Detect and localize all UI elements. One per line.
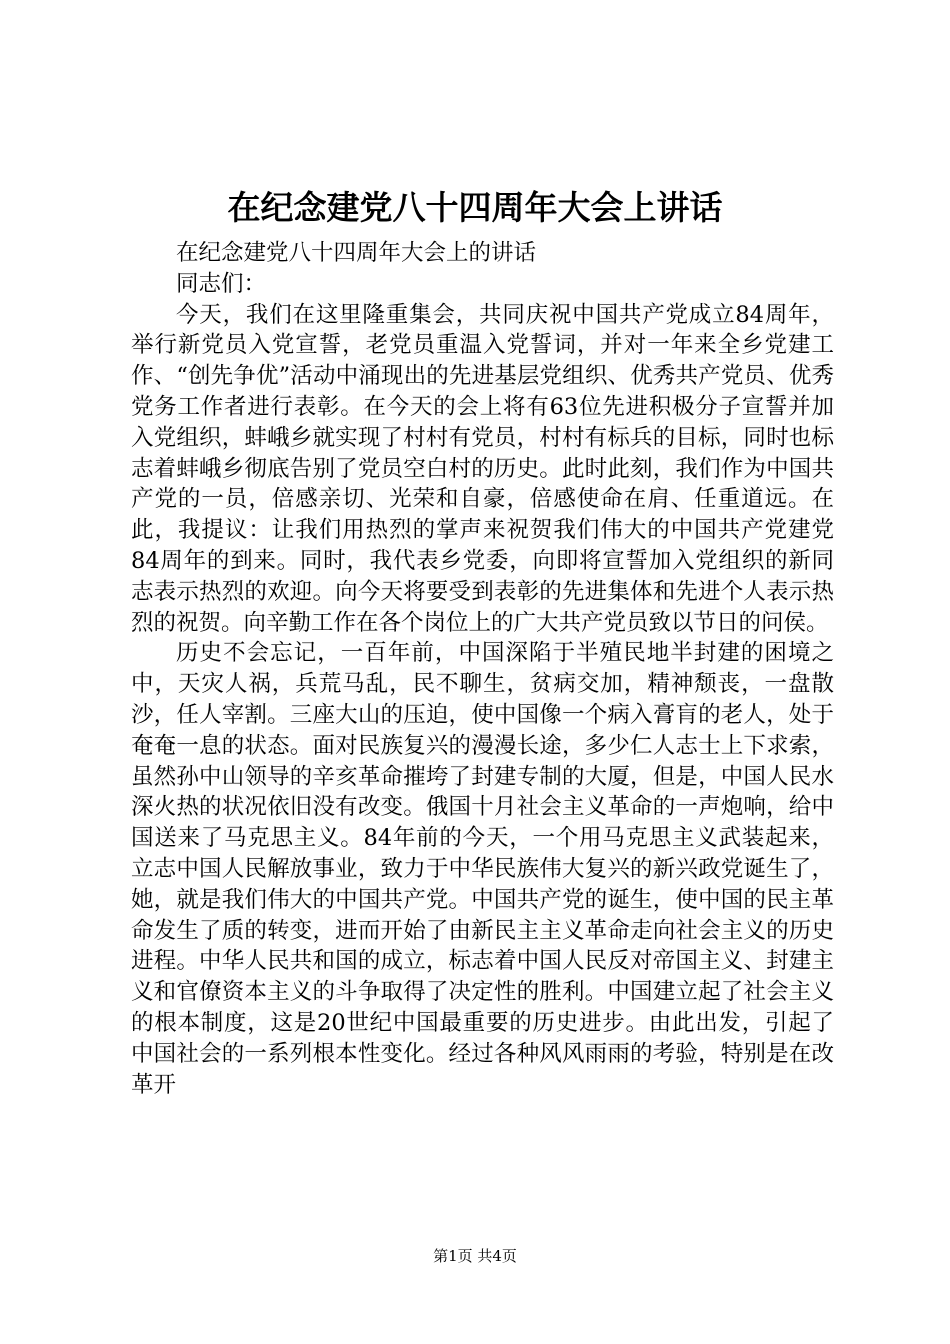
document-body — [131, 238, 834, 1100]
subtitle-paragraph: 在纪念建党八十四周年大会上的讲话 — [176, 240, 537, 266]
body-paragraph: 今天，我们在这里隆重集会，共同庆祝中国共产党成立84周年，举行新党员入党宣誓，老党员重温入党誓词，并对一年来全乡党建工作、“创先争优”活动中涌现出的先进基层党组织、优秀共产党员、优秀党务工作者进行表彰。在今天的会上将有63位先进积极分子宣誓并加入党组织，蚌峨乡就实现了村村有党员，村村有标兵的目标，同时也标志着蚌峨乡彻底告别了党员空白村的历史。此时此刻，我们作为中国共产党的一员，倍感亲切、光荣和自豪，倍感使命在肩、任重道远。在此，我提议：让我们用热烈的掌声来祝贺我们伟大的中国共产党建党84周年的到来。同时，我代表乡党委，向即将宣誓加入党组织的新同志表示热烈的欢迎。向今天将要受到表彰的先进集体和先进个人表示热烈的祝贺。向辛勤工作在各个岗位上的广大共产党员致以节日的问侯。 — [131, 301, 834, 636]
document-title: 在纪念建党八十四周年大会上讲话 — [227, 188, 723, 227]
salutation-paragraph: 同志们： — [176, 270, 267, 297]
body-paragraph: 历史不会忘记，一百年前，中国深陷于半殖民地半封建的困境之中，天灾人祸，兵荒马乱，民不聊生，贫病交加，精神颓丧，一盘散沙，任人宰割。三座大山的压迫，使中国像一个病入膏肓的老人，处于奄奄一息的状态。面对民族复兴的漫漫长途，多少仁人志士上下求索，虽然孙中山领导的辛亥革命摧垮了封建专制的大厦，但是，中国人民水深火热的状况依旧没有改变。俄国十月社会主义革命的一声炮响，给中国送来了马克思主义。84年前的今天，一个用马克思主义武装起来，立志中国人民解放事业，致力于中华民族伟大复兴的新兴政党诞生了，她，就是我们伟大的中国共产党。中国共产党的诞生，使中国的民主革命发生了质的转变，进而开始了由新民主主义革命走向社会主义的历史进程。中华人民共和国的成立，标志着中国人民反对帝国主义、封建主义和官僚资本主义的斗争取得了决定性的胜利。中国建立起了社会主义的根本制度，这是20世纪中国最重要的历史进步。由此出发，引起了中国社会的一系列根本性变化。经过各种风风雨雨的考验，特别是在改革开 — [131, 640, 834, 1098]
page-number-footer: 第1页 共4页 — [433, 1247, 517, 1265]
